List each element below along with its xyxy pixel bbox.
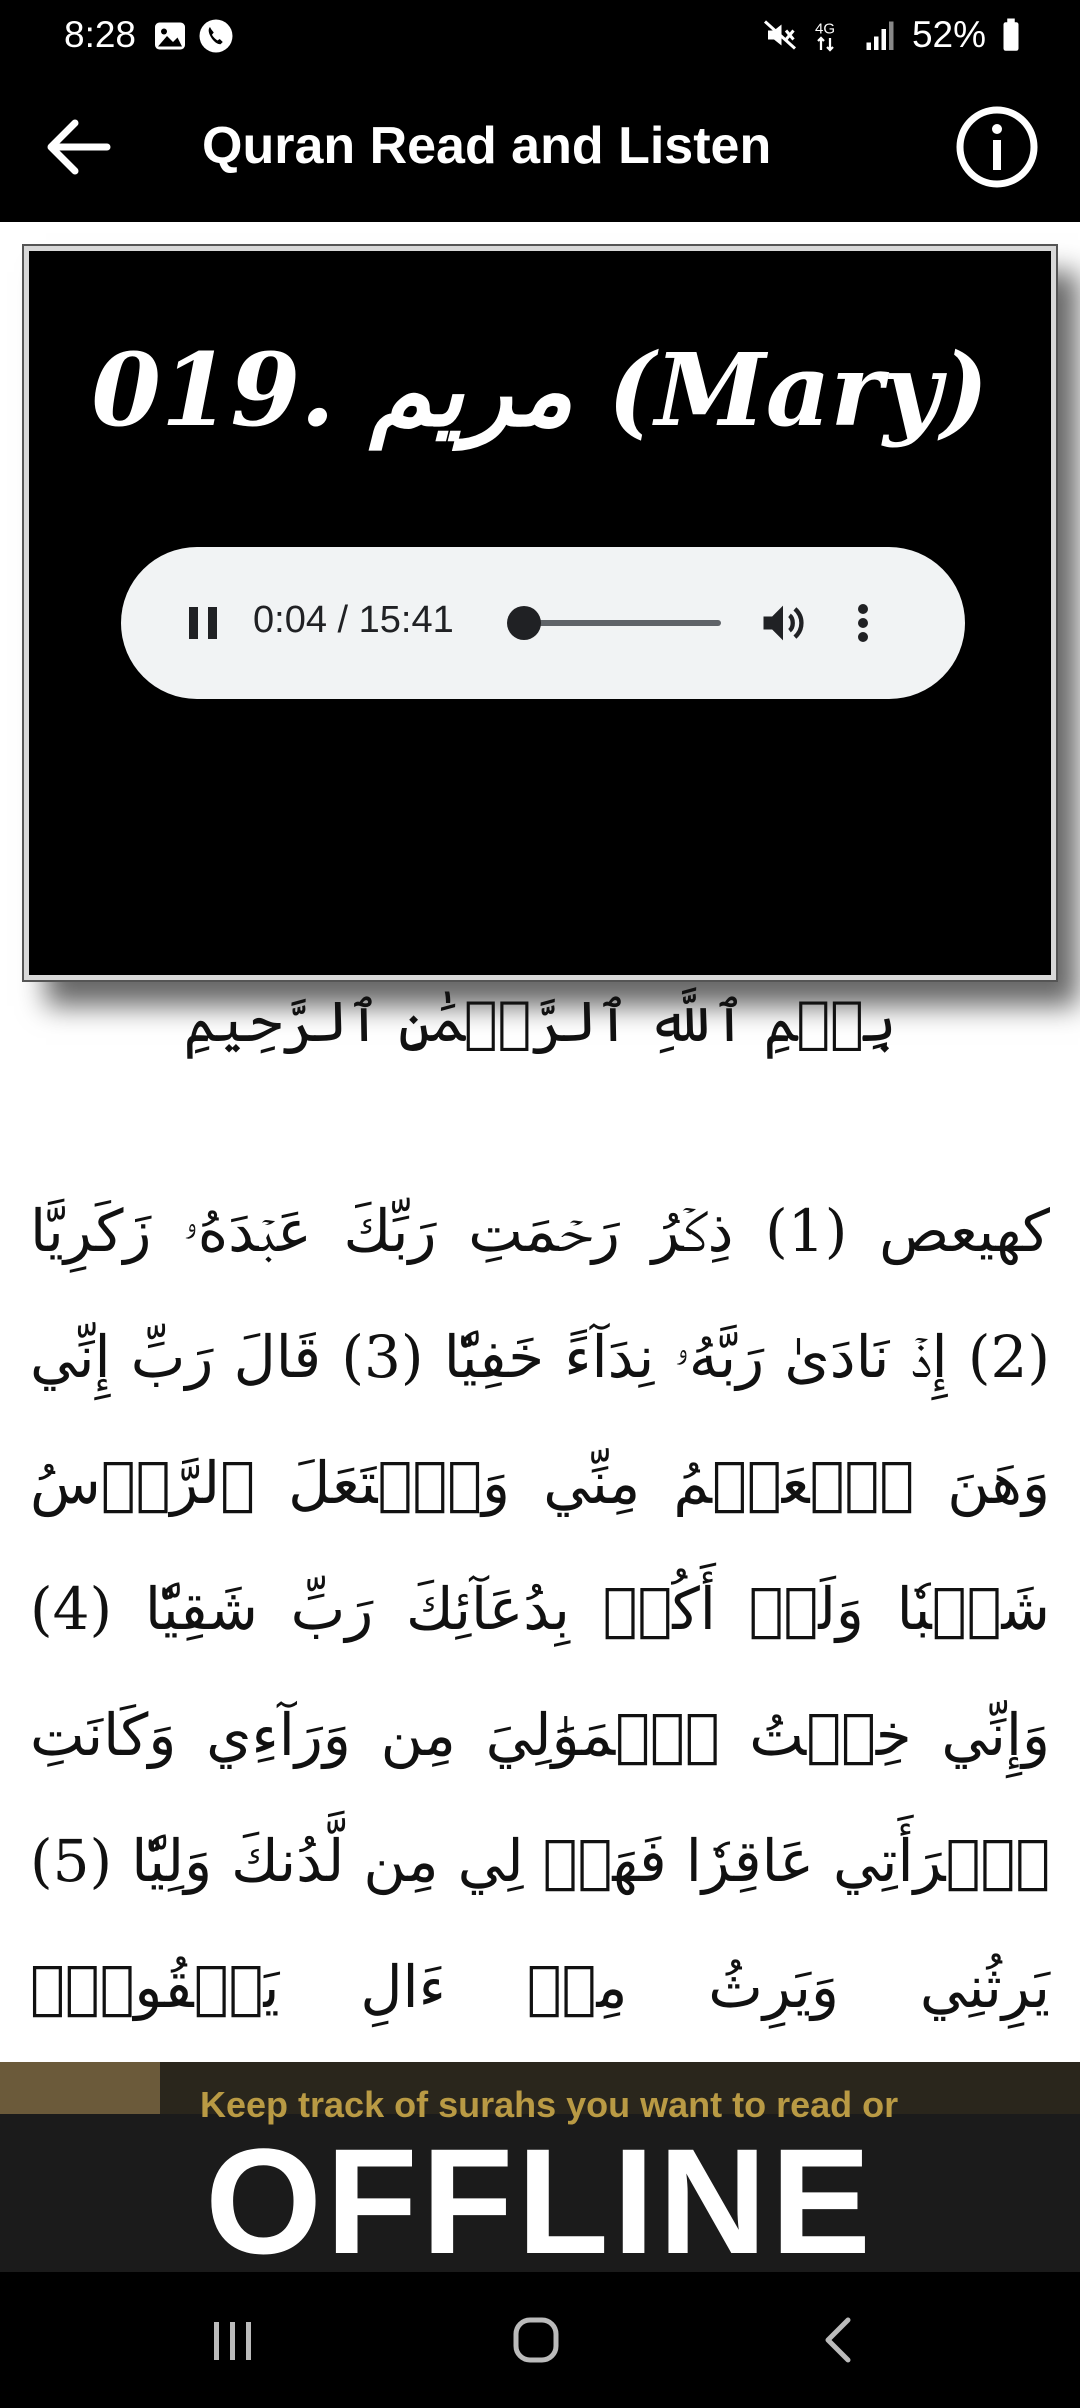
audio-player [121,547,965,699]
ad-strip [0,2062,1080,2125]
chevron-left-icon [810,2312,870,2368]
phone-icon [198,18,234,54]
status-system-icons [762,14,1022,56]
pause-button[interactable] [177,597,229,649]
recents-icon [202,2312,262,2368]
ad-banner[interactable] [0,2062,1080,2272]
home-icon [506,2312,566,2368]
back-button[interactable] [38,110,118,184]
arrow-left-icon [43,117,113,177]
progress-knob[interactable] [507,606,541,640]
nav-back-button[interactable] [810,2312,870,2368]
time-display: 0:04 / 15:41 [253,599,454,641]
more-vertical-icon [849,595,877,651]
reading-content[interactable] [0,222,1080,2062]
more-options-button[interactable] [849,595,877,651]
volume-button[interactable] [757,597,809,649]
app-bar [0,72,1080,222]
progress-track[interactable] [521,620,721,626]
svg-text:4G: 4G [814,20,835,38]
home-button[interactable] [506,2312,566,2368]
page-title: Quran Read and Listen [202,117,772,175]
volume-icon [757,597,809,649]
bismillah: بِسۡمِ ٱللَّهِ ٱلرَّحۡمَٰنِ ٱلرَّحِيمِ [183,990,897,1055]
verse-text: كهيعص (1) ذِكۡرُ رَحۡمَتِ رَبِّكَ عَبۡدَهُۥ زَكَرِيَّا (2) إِذۡ نَادَىٰ رَبَّهُۥ نِدَآءً خَفِيّٗا (3) قَالَ رَبِّ إِنِّي وَهَنَ ٱلۡعَظۡمُ مِنِّي وَٱشۡتَعَلَ ٱلرَّأۡسُ شَيۡبٗا وَلَمۡ أَكُنۢ بِدُعَآئِكَ رَبِّ شَقِيّٗا (4) وَإِنِّي خِفۡتُ ٱلۡمَوَٰلِيَ مِن وَرَآءِي وَكَانَتِ ٱمۡرَأَتِي عَاقِرٗا فَهَبۡ لِي مِن لَّدُنكَ وَلِيّٗا (5) يَرِثُنِي وَيَرِثُ مِنۡ ءَالِ يَعۡقُوبَۖ [30,1197,1051,2021]
battery-percent: 52% [911,14,986,55]
pause-icon [185,603,221,643]
gallery-icon [152,18,188,54]
info-button[interactable] [954,104,1040,190]
status-notification-icons [152,18,234,54]
status-bar [0,0,1080,72]
status-time: 8:28 [64,14,137,55]
mute-icon [762,17,798,53]
recents-button[interactable] [202,2312,262,2368]
navigation-bar [0,2272,1080,2408]
ad-subtext: Keep track of surahs you want to read or [200,2084,899,2125]
signal-icon [862,17,898,53]
player-card [24,246,1056,980]
surah-title: 019. مريم (Mary) [91,331,989,449]
ad-headline: OFFLINE [205,2117,875,2272]
ad-thumbnail-image [0,2062,160,2114]
network-4g-icon [812,17,848,53]
battery-icon [1000,17,1022,53]
info-icon [954,104,1040,190]
